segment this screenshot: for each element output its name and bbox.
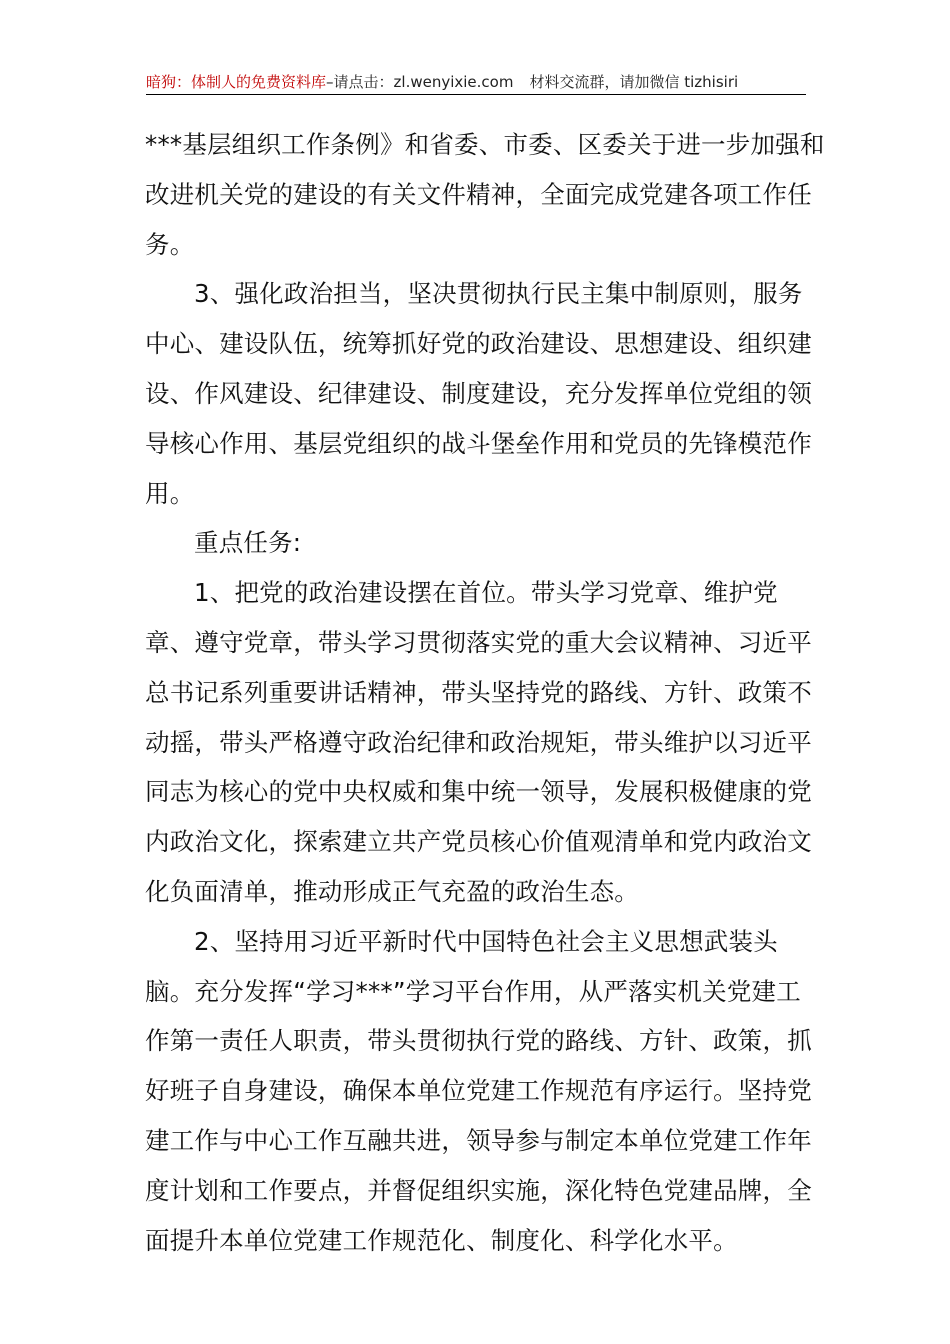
header-contact: 材料交流群，请加微信 tizhisiri <box>529 73 739 91</box>
page-header <box>146 70 806 94</box>
document-body <box>145 120 825 1265</box>
paragraph-task-2: 2、坚持用习近平新时代中国特色社会主义思想武装头脑。充分发挥“学习***”学习平台作用，从严落实机关党建工作第一责任人职责，带头贯彻执行党的路线、方针、政策，抓好班子自身建设，确保本单位党建工作规范有序运行。坚持党建工作与中心工作互融共进，领导参与制定本单位党建工作年度计划和工作要点，并督促组织实施，深化特色党建品牌，全面提升本单位党建工作规范化、制度化、科学化水平。 <box>145 926 812 1255</box>
header-click-label: –请点击： <box>326 73 394 91</box>
paragraph-item-3: 3、强化政治担当，坚决贯彻执行民主集中制原则，服务中心、建设队伍，统筹抓好党的政治建设、思想建设、组织建设、作风建设、纪律建设、制度建设，充分发挥单位党组的领导核心作用、基层党组织的战斗堡垒作用和党员的先锋模范作用。 <box>145 279 812 508</box>
section-heading-key-tasks: 重点任务: <box>194 528 302 558</box>
paragraph-task-1: 1、把党的政治建设摆在首位。带头学习党章、维护党章、遵守党章，带头学习贯彻落实党的重大会议精神、习近平总书记系列重要讲话精神，带头坚持党的路线、方针、政策不动摇，带头严格遵守政治纪律和政治规矩，带头维护以习近平同志为核心的党中央权威和集中统一领导，发展积极健康的党内政治文化，探索建立共产党员核心价值观清单和党内政治文化负面清单，推动形成正气充盈的政治生态。 <box>145 578 812 906</box>
paragraph-continuation: ***基层组织工作条例》和省委、市委、区委关于进一步加强和改进机关党的建设的有关文件精神，全面完成党建各项工作任务。 <box>145 130 825 259</box>
header-url-link[interactable]: zl.wenyixie.com <box>393 73 514 91</box>
header-brand: 暗狗：体制人的免费资料库 <box>146 73 327 91</box>
header-divider <box>146 94 806 95</box>
